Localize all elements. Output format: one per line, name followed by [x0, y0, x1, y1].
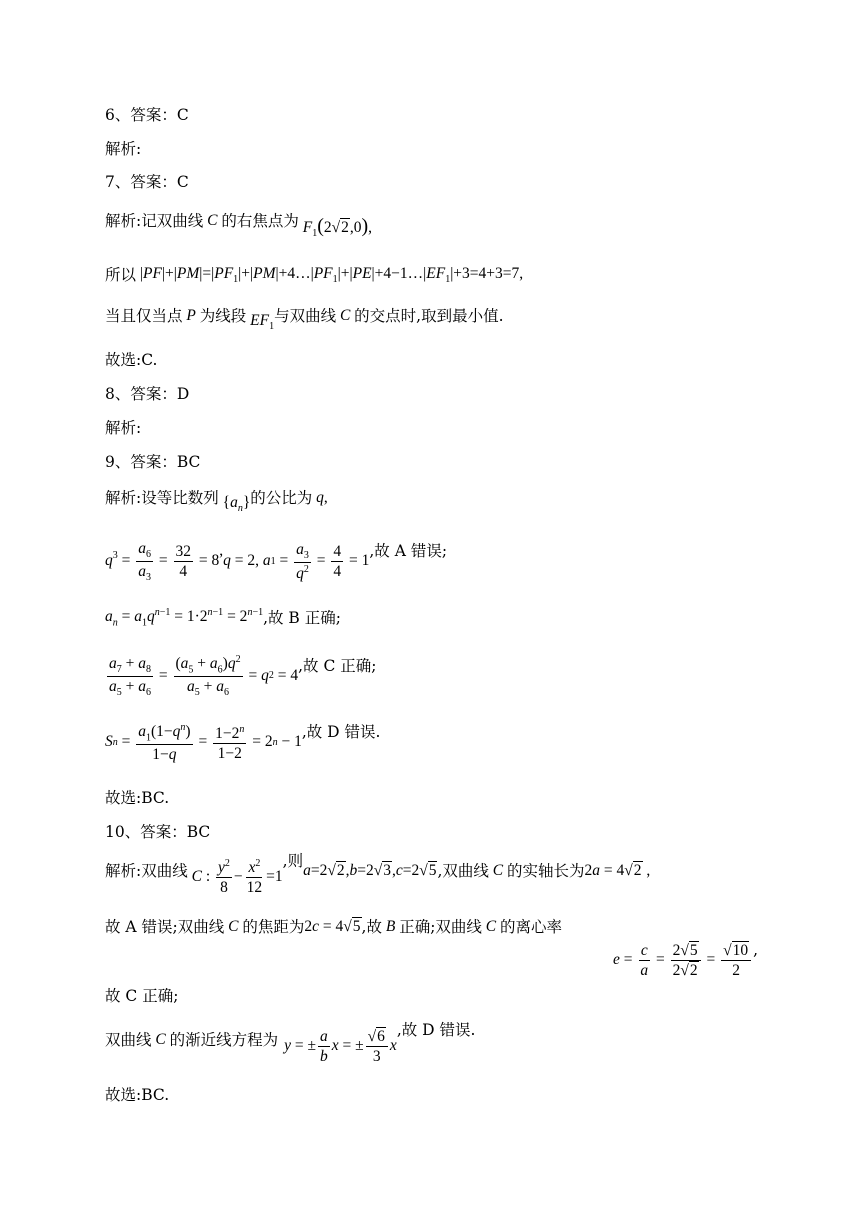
q10-answer: 10、答案：BC: [105, 823, 211, 841]
q7-conclusion: 故选:C.: [105, 351, 158, 369]
q7-line-2: 所以 $|PF|+|PM|=|PF_1|+|PM|+4\dots|PF_1|+|PE|+4-1\dots|EF_1|+3=4+3=7$,: [105, 265, 524, 286]
q9-answer: 9、答案：BC: [105, 453, 201, 471]
q10-conclusion: 故选:BC.: [105, 1086, 170, 1104]
q7-line-3: 当且仅当点 P 为线段 $EF_1$ 与双曲线 C 的交点时,取到最小值.: [105, 307, 504, 333]
q9-conclusion: 故选:BC.: [105, 789, 170, 807]
q7-inequality: $|PF|+|PM|=|PF_1|+|PM|+4\dots|PF_1|+|PE|+4-1\dots|EF_1|+3=4+3=7$,: [136, 265, 524, 286]
q10-line-2: 故 A 错误;双曲线 C 的焦距为 2c = 4√5 ,故 B 正确;双曲线 C 的离心率: [105, 918, 563, 936]
q6-solution: 解析:: [105, 140, 142, 158]
q6-answer: 6、答案：C: [105, 106, 189, 124]
q10-line-3: 故 C 正确;: [105, 987, 179, 1005]
asymptote-formula: y = ± $\frac{a}{b}$ x = ± $\frac{√6}{3}$ x: [284, 1028, 397, 1066]
q10-line-1: 解析:双曲线 C : $\frac{y^2}{8}$ − $\frac{x^2}{12}$ =1 ,则 a=2√2,b=2√3,c=2√5 ,双曲线 C 的实轴长为 2a = 4√2 ,: [105, 851, 651, 897]
q9-ratio-formula: q $^3$ = $\frac{a_6}{a_3}$ = $\frac{32}{4}$ = 8: [105, 540, 220, 584]
q8-solution: 解析:: [105, 419, 142, 437]
q9-line-2: q $^3$ = $\frac{a_6}{a_3}$ = $\frac{32}{4}$ = 8 , q = 2, a 1 = $\frac{a_3}{q^2}$ = $\frac{4}{4}$ = 1 ,故 A 错误;: [105, 540, 448, 584]
q9-line-3: $a_n = a_1q^{n-1} = 1\cdot 2^{n-1} = 2^{n-1}$ ,故 B 正确;: [105, 607, 341, 629]
q7-answer: 7、答案：C: [105, 173, 189, 191]
q9-line-5: S n = $\frac{a_1(1-q^n)}{1-q}$ = $\frac{1-2^n}{1-2}$ = 2 n − 1 ,故 D 错误.: [105, 722, 381, 764]
focus-formula: $F_1(2√2,0)$,: [302, 215, 373, 240]
eccentricity-formula: e = $\frac{c}{a}$ = $\frac{2√5}{2√2}$ = $\frac{√10}{2}$ ,: [613, 941, 759, 980]
q9-line-4: $\frac{a_7 + a_8}{a_5 + a_6}$ = $\frac{(a_5 + a_6)q^2}{a_5 + a_6}$ = q 2 = 4 ,故 C 正确;: [109, 654, 377, 699]
q9-line-1: 解析:设等比数列 $\{a_n\}$ 的公比为 q,: [105, 489, 328, 515]
q10-line-4: 双曲线 C 的渐近线方程为 y = ± $\frac{a}{b}$ x = ± $\frac{√6}{3}$ x ,故 D 错误.: [105, 1021, 476, 1066]
q7-line-1: 解析:记双曲线 C 的右焦点为 $F_1(2√2,0)$,: [105, 211, 373, 240]
q8-answer: 8、答案：D: [105, 385, 190, 403]
